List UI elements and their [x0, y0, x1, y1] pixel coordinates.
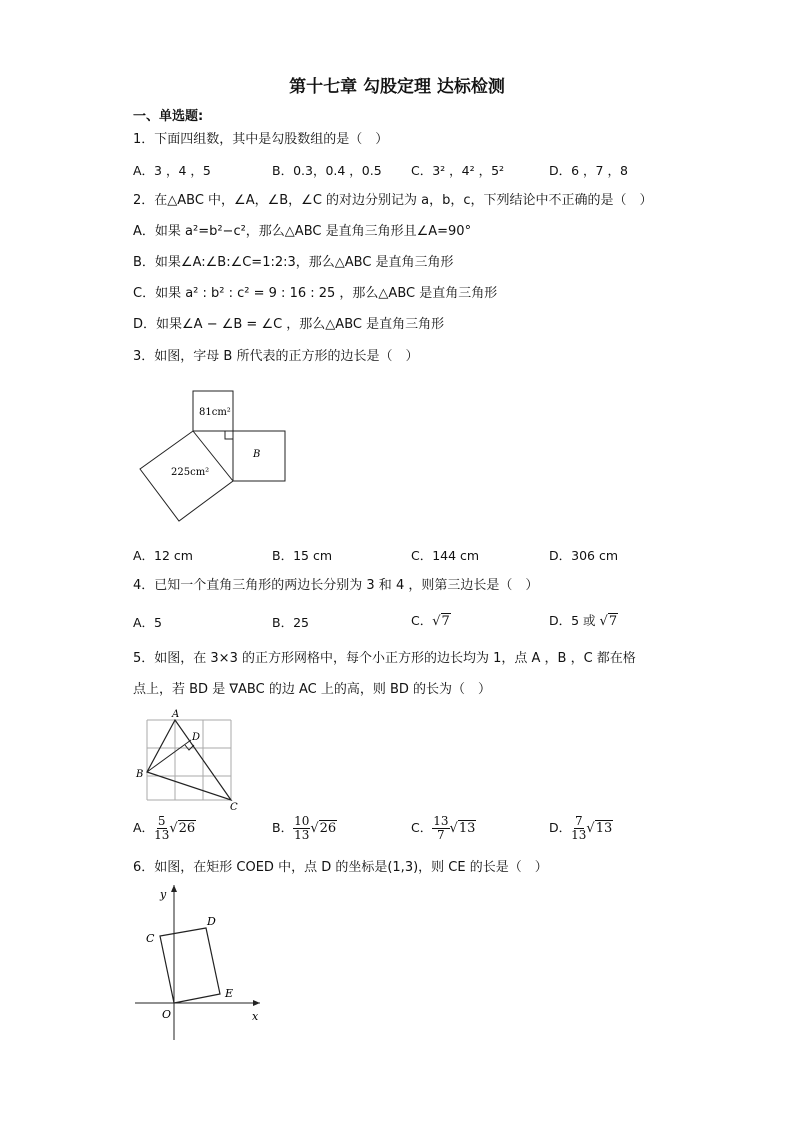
- question-3: 3．如图，字母 B 所代表的正方形的边长是（ ）: [133, 349, 419, 364]
- right-angle-mark: [225, 431, 233, 439]
- q2-option-b: B．如果∠A:∠B:∠C=1:2:3，那么△ABC 是直角三角形: [133, 255, 454, 270]
- question-2: 2．在△ABC 中，∠A，∠B，∠C 的对边分别记为 a，b，c，下列结论中不正确的是（ ）: [133, 193, 653, 208]
- q1-option-b: B．0.3，0.4 ，0.5: [272, 163, 382, 178]
- question-5-line-1: 5．如图，在 3×3 的正方形网格中，每个小正方形的边长均为 1，点 A ，B ，C 都在格: [133, 651, 636, 666]
- label-81cm2: 81cm²: [199, 407, 231, 418]
- fraction: [154, 815, 169, 842]
- label-o: O: [162, 1008, 172, 1021]
- fraction: [571, 815, 586, 842]
- radicand: 13: [595, 821, 613, 836]
- label-d: D: [192, 732, 201, 743]
- sqrt-icon: √13: [449, 821, 476, 836]
- label-x: x: [252, 1010, 259, 1023]
- q1-option-d: D．6 ，7 ，8: [549, 163, 628, 178]
- fraction: [432, 815, 449, 842]
- radicand: 26: [319, 821, 337, 836]
- question-4: 4．已知一个直角三角形的两边长分别为 3 和 4 ，则第三边长是（ ）: [133, 578, 539, 593]
- numerator: 5: [157, 814, 166, 828]
- q4-option-c-label: C．: [411, 613, 433, 628]
- question-1: 1．下面四组数，其中是勾股数组的是（ ）: [133, 132, 389, 147]
- q5-option-c-label: C．: [411, 820, 433, 835]
- q4-c-radicand: 7: [441, 614, 450, 629]
- label-c: C: [146, 932, 155, 945]
- q5-option-d-label: D．: [549, 820, 572, 835]
- sqrt-icon: √7: [599, 614, 618, 629]
- label-y: y: [160, 888, 167, 901]
- grid-lines: [147, 720, 231, 800]
- q5-option-d: [549, 815, 613, 842]
- numerator: 7: [574, 814, 583, 828]
- label-e: E: [225, 987, 234, 1000]
- question-6: 6．如图，在矩形 COED 中，点 D 的坐标是(1,3)，则 CE 的长是（ ）: [133, 860, 548, 875]
- q4-option-d-label: D．5 或: [549, 613, 600, 628]
- y-axis-arrow-icon: [171, 885, 177, 892]
- q3-figure-squares: [135, 385, 295, 525]
- q2-option-a: A．如果 a²=b²−c²，那么△ABC 是直角三角形且∠A=90°: [133, 224, 472, 239]
- q1-option-a: A．3 ，4 ，5: [133, 163, 211, 178]
- q1-option-c: C．3² ，4² ，5²: [411, 163, 505, 178]
- q3-option-d: D．306 cm: [549, 548, 619, 563]
- rectangle-coed: [160, 928, 220, 1003]
- q5-option-c: [411, 815, 476, 842]
- q3-option-b: B．15 cm: [272, 548, 333, 563]
- denominator: 13: [294, 828, 310, 842]
- q3-option-c: C．144 cm: [411, 548, 480, 563]
- x-axis-arrow-icon: [253, 1000, 260, 1006]
- label-b: B: [253, 449, 261, 460]
- label-a: A: [172, 709, 180, 720]
- fraction: [293, 815, 310, 842]
- question-5-line-2: 点上，若 BD 是 ∇ABC 的边 AC 上的高，则 BD 的长为（ ）: [133, 682, 492, 697]
- q5-option-b: [272, 815, 337, 842]
- q5-option-b-label: B．: [272, 820, 294, 835]
- label-225cm2: 225cm²: [171, 467, 210, 478]
- denominator: 7: [437, 828, 445, 842]
- denominator: 13: [154, 828, 170, 842]
- page-title: 第十七章 勾股定理 达标检测: [289, 77, 505, 97]
- label-c: C: [230, 802, 238, 812]
- q4-option-d: [549, 611, 618, 629]
- q5-figure-grid: [135, 708, 245, 812]
- q5-option-a-label: A．: [133, 820, 155, 835]
- section-heading: 一、单选题:: [133, 109, 204, 124]
- numerator: 10: [294, 814, 310, 828]
- denominator: 13: [571, 828, 587, 842]
- q2-option-c: C．如果 a² : b² : c² = 9 : 16 : 25 ，那么△ABC 是直角三角形: [133, 286, 498, 301]
- q5-option-a: [133, 815, 196, 842]
- q2-option-d: D．如果∠A − ∠B = ∠C ，那么△ABC 是直角三角形: [133, 317, 445, 332]
- q3-option-a: A．12 cm: [133, 548, 193, 563]
- sqrt-icon: √26: [310, 821, 337, 836]
- sqrt-icon: √26: [169, 821, 196, 836]
- label-b: B: [136, 769, 144, 780]
- radicand: 13: [458, 821, 476, 836]
- triangle-abc: [147, 720, 231, 800]
- radicand: 26: [178, 821, 196, 836]
- altitude-bd: [147, 740, 191, 772]
- label-d: D: [207, 915, 216, 928]
- q4-option-a: A．5: [133, 615, 163, 630]
- q4-option-b: B．25: [272, 615, 309, 630]
- q4-d-radicand: 7: [608, 614, 618, 629]
- numerator: 13: [433, 814, 449, 828]
- sqrt-icon: √7: [432, 614, 450, 629]
- q6-figure-rectangle: [130, 880, 270, 1045]
- sqrt-icon: √13: [586, 821, 613, 836]
- q4-option-c: [411, 611, 451, 629]
